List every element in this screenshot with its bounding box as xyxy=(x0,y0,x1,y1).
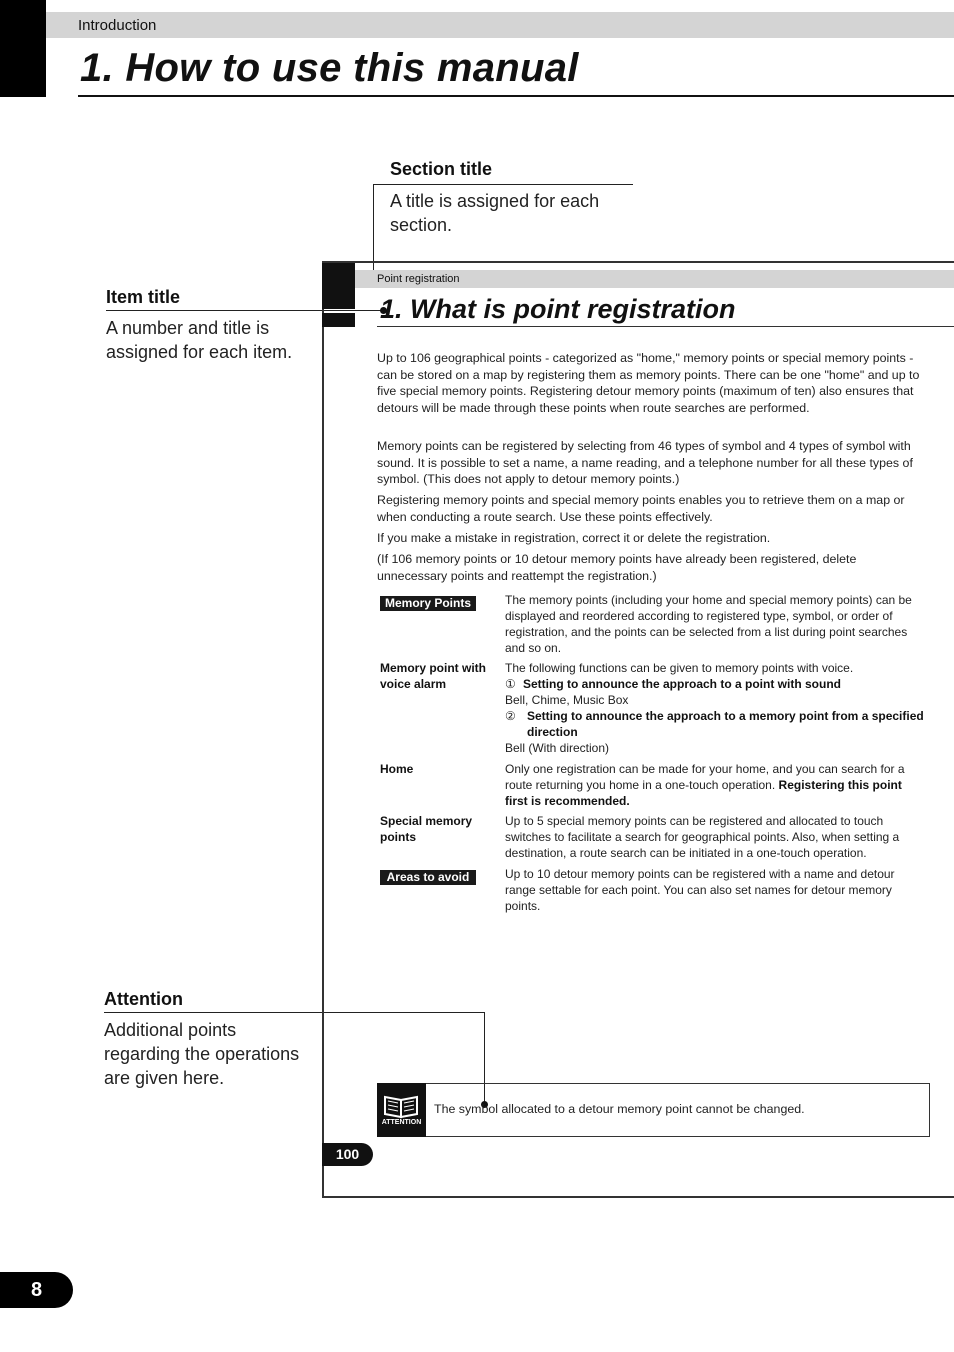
sample-chapter-tab-lower xyxy=(322,313,355,327)
callout-section-rule xyxy=(373,184,633,185)
sample-page-left-border xyxy=(322,261,324,1198)
page-number: 8 xyxy=(0,1272,73,1308)
term-areas-to-avoid-badge: Areas to avoid xyxy=(380,870,476,885)
callout-item-title-text: A number and title is assigned for each item. xyxy=(106,318,293,362)
callout-attention-rule xyxy=(104,1012,485,1013)
term-home: Home xyxy=(380,762,414,776)
desc-home xyxy=(505,761,927,809)
title-rule xyxy=(78,95,954,97)
voice-alarm-item-1-detail: Bell, Chime, Music Box xyxy=(505,693,629,707)
attention-icon-panel xyxy=(377,1083,426,1137)
home-text: Only one registration can be made for your home, and you can search for a route returning you home in a one-touch operation. xyxy=(505,762,905,792)
sample-page-top-border xyxy=(322,261,954,263)
sample-paragraph: Registering memory points and special memory points enables you to retrieve them on a map or when conducting a route search. Use these points effectively. xyxy=(377,493,905,524)
callout-section-title-heading: Section title xyxy=(390,159,493,179)
attention-icon-label: ATTENTION xyxy=(381,1119,422,1126)
sample-chapter-tab xyxy=(322,263,355,309)
book-icon xyxy=(377,1083,426,1137)
sample-header-label: Point registration xyxy=(377,273,460,285)
voice-alarm-intro: The following functions can be given to memory points with voice. xyxy=(505,661,854,675)
section-label: Introduction xyxy=(78,17,157,34)
item-number: ② xyxy=(505,709,516,723)
callout-item-leader xyxy=(106,310,384,311)
sample-paragraph: Up to 106 geographical points - categorized as "home," memory points or special memory points - can be stored on a map by registering them as memory points. There can be one "home" and up to five special memory points. Registering detour memory points (maximum of ten) also ensures that detours will be made through these points when route searches are performed. xyxy=(377,351,920,415)
voice-alarm-item-2-detail: Bell (With direction) xyxy=(505,741,610,755)
chapter-tab xyxy=(0,0,46,97)
item-title: Setting to announce the approach to a memory point from a specified direction xyxy=(527,709,924,739)
callout-section-title-text: A title is assigned for each section. xyxy=(390,191,600,235)
desc-special-memory: Up to 5 special memory points can be registered and allocated to touch switches to facilitate a search for geographical points. Also, when setting a destination, a route search can be initiated in a one-touch operation. xyxy=(505,814,900,860)
sample-page-bottom-border xyxy=(322,1196,954,1198)
desc-areas-to-avoid: Up to 10 detour memory points can be registered with a name and detour range settable for each point. You can also set names for detour memory points. xyxy=(505,867,895,913)
desc-memory-points: The memory points (including your home and special memory points) can be displayed and reordered according to registered type, symbol, or order of registration, and the points can be selected from a list during point searches and so on. xyxy=(505,593,912,655)
desc-voice-alarm xyxy=(505,660,927,756)
term-memory-points-badge: Memory Points xyxy=(380,596,476,611)
item-title: Setting to announce the approach to a point with sound xyxy=(523,677,841,691)
header-bar xyxy=(46,12,954,38)
sample-paragraph: Memory points can be registered by selecting from 46 types of symbol and 4 types of symbol with sound. It is possible to set a name, a name reading, and a telephone number for all these types of symbol. (This does not apply to detour memory points.) xyxy=(377,439,913,487)
page-title: 1. How to use this manual xyxy=(80,46,579,90)
term-voice-alarm: Memory point with voice alarm xyxy=(380,661,486,691)
sample-paragraph: If you make a mistake in registration, correct it or delete the registration. xyxy=(377,531,771,545)
voice-alarm-item-1 xyxy=(505,676,927,692)
item-number: ① xyxy=(505,677,516,691)
term-special-memory: Special memory points xyxy=(380,814,473,844)
callout-attention-text: Additional points regarding the operations are given here. xyxy=(104,1020,300,1088)
sample-title-rule xyxy=(377,326,954,327)
voice-alarm-item-2 xyxy=(505,708,927,740)
callout-item-title-heading: Item title xyxy=(106,287,181,307)
sample-paragraph: (If 106 memory points or 10 detour memory points have already been registered, delete unnecessary points and reattempt the registration.) xyxy=(377,552,857,583)
home-bold: Registering this point first is recommended. xyxy=(505,778,902,808)
sample-item-title: 1. What is point registration xyxy=(380,294,736,324)
callout-attention-heading: Attention xyxy=(104,989,183,1009)
attention-text: The symbol allocated to a detour memory point cannot be changed. xyxy=(434,1102,805,1116)
sample-page-number: 100 xyxy=(322,1143,373,1166)
